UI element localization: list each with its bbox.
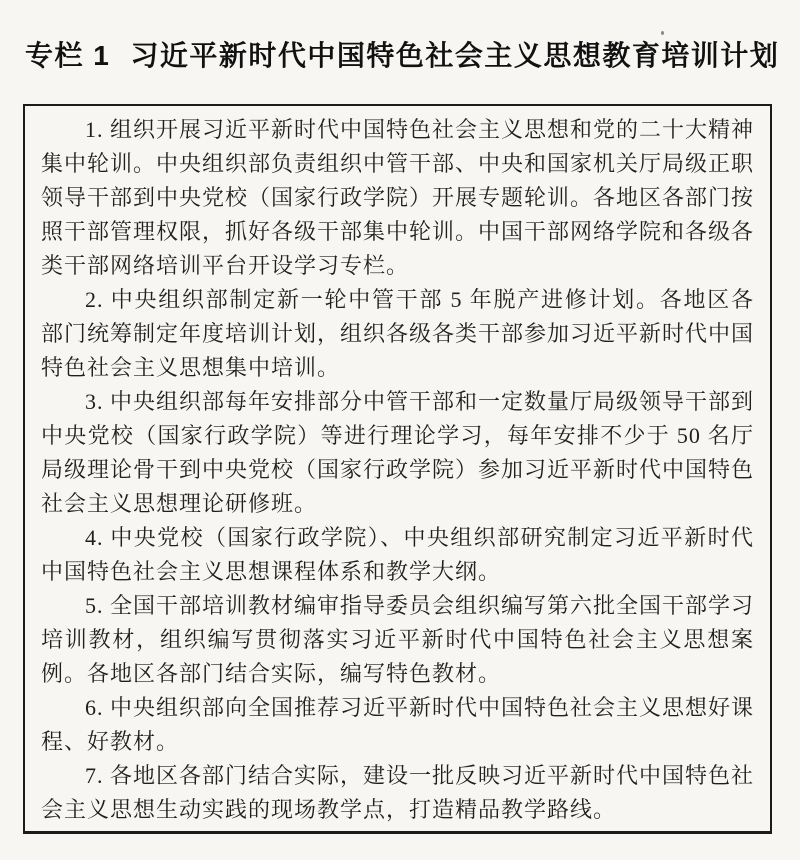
paragraph-1: 1. 组织开展习近平新时代中国特色社会主义思想和党的二十大精神集中轮训。中央组织部负责组织中管干部、中央和国家机关厅局级正职领导干部到中央党校（国家行政学院）开展专题轮训。各地区各部门按照干部管理权限，抓好各级干部集中轮训。中国干部网络学院和各级各类干部网络培训平台开设学习专栏。 — [41, 117, 755, 278]
paragraph-6: 6. 中央组织部向全国推荐习近平新时代中国特色社会主义思想好课程、好教材。 — [41, 695, 755, 754]
title-text: 习近平新时代中国特色社会主义思想教育培训计划 — [130, 40, 780, 71]
page-title — [25, 34, 780, 74]
title-prefix: 专栏 1 — [25, 40, 111, 71]
paragraph-4: 4. 中央党校（国家行政学院）、中央组织部研究制定习近平新时代中国特色社会主义思想课程体系和教学大纲。 — [41, 525, 754, 584]
content-box — [23, 104, 772, 834]
paragraph-5: 5. 全国干部培训教材编审指导委员会组织编写第六批全国干部学习培训教材，组织编写贯彻落实习近平新时代中国特色社会主义思想案例。各地区各部门结合实际，编写特色教材。 — [41, 593, 755, 686]
paragraph-2: 2. 中央组织部制定新一轮中管干部 5 年脱产进修计划。各地区各部门统筹制定年度培训计划，组织各级各类干部参加习近平新时代中国特色社会主义思想集中培训。 — [41, 287, 755, 380]
paragraph-3: 3. 中央组织部每年安排部分中管干部和一定数量厅局级领导干部到中央党校（国家行政学院）等进行理论学习，每年安排不少于 50 名厅局级理论骨干到中央党校（国家行政学院）参加习近平新时代中国特色社会主义思想理论研修班。 — [41, 389, 755, 516]
paragraph-7: 7. 各地区各部门结合实际，建设一批反映习近平新时代中国特色社会主义思想生动实践的现场教学点，打造精品教学路线。 — [41, 763, 755, 822]
